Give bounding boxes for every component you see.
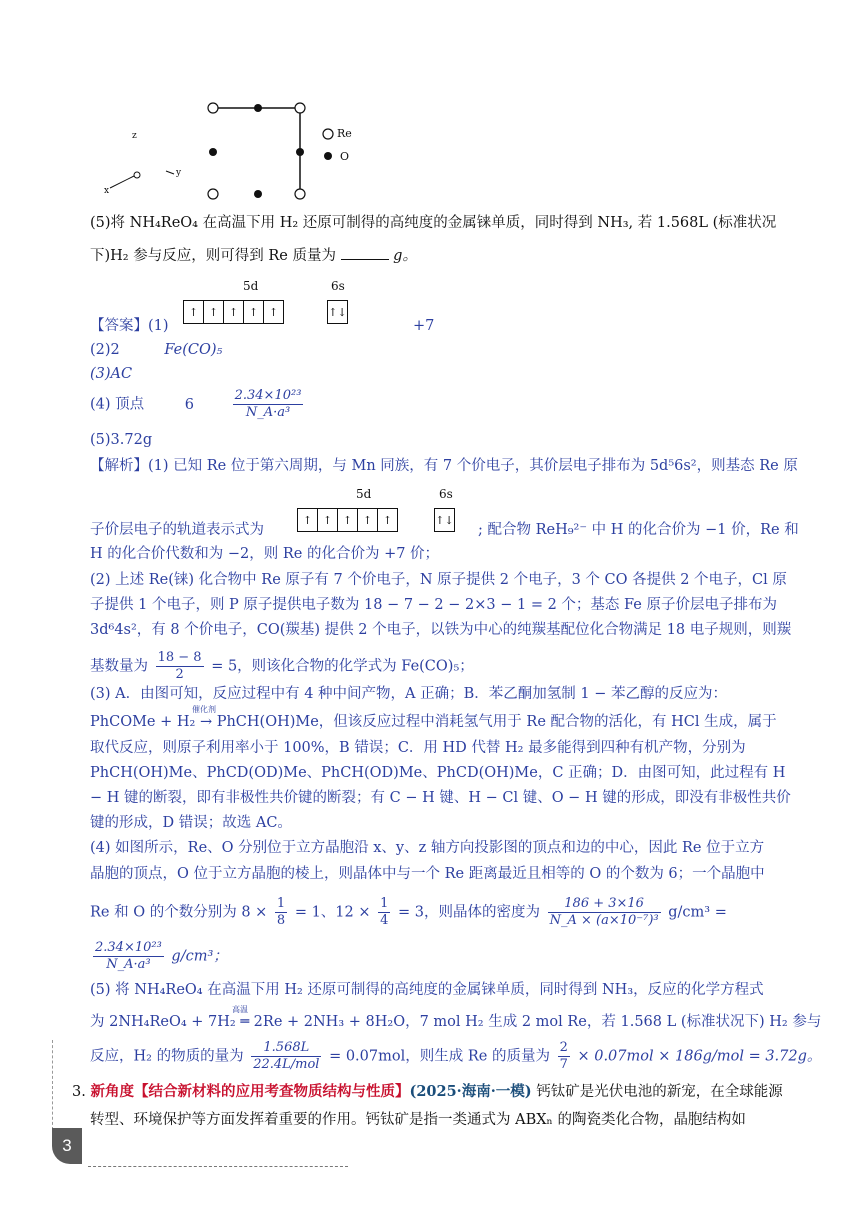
question-3-line-1: 3. 新角度【结合新材料的应用考查物质结构与性质】(2025·海南·一模) 钙钛矿是光伏电池的新宠，在全球能源 <box>72 1083 783 1100</box>
analysis-line-13: 键的形成，D 错误；故选 AC。 <box>90 815 292 831</box>
answer-tag: 【答案】 <box>90 318 148 334</box>
legend-o-label: O <box>340 150 350 163</box>
analysis-orbital-5d-label: 5d <box>356 487 372 501</box>
legend-re-label: Re <box>337 127 352 140</box>
axis-x-label: x <box>104 186 110 196</box>
analysis-line-12: − H 键的断裂，即有非极性共价键的断裂；有 C − H 键、H − Cl 键、O − H 键的形成，即没有非极性共价 <box>90 790 791 806</box>
question-5-line-2: 下)H₂ 参与反应，则可得到 Re 质量为 g。 <box>90 245 417 266</box>
analysis-orbital-6s: ↑↓ <box>434 508 455 532</box>
answer-line-3: (3)AC <box>90 366 133 382</box>
analysis-line-18: (5) 将 NH₄ReO₄ 在高温下用 H₂ 还原可制得的高纯度的金属铼单质，同时得到 NH₃，反应的化学方程式 <box>90 982 764 998</box>
orbital-diagram-6s: ↑↓ <box>327 300 348 324</box>
question-5-line-1: (5)将 NH₄ReO₄ 在高温下用 H₂ 还原可制得的高纯度的金属铼单质，同时得到 NH₃, 若 1.568L (标准状况 <box>90 215 777 231</box>
orbital-diagram-5d: ↑ ↑ ↑ ↑ ↑ <box>183 300 284 324</box>
orbital-5d-label: 5d <box>243 279 259 293</box>
answer-line-1: 【答案】(1) <box>90 318 169 334</box>
edge-fraction: $\frac{1}{4}$ <box>380 896 389 928</box>
analysis-line-20: 反应，H₂ 的物质的量为 $\frac{1.568L}{\text{22.4L/mol}}$ = 0.07mol，则生成 Re 的质量为 $\frac{2}{7}$ × 0.07mol × 186g/mol = 3.72g。 <box>90 1040 822 1072</box>
analysis-line-14: (4) 如图所示，Re、O 分别位于立方晶胞沿 x、y、z 轴方向投影图的顶点和边的中心，因此 Re 位于立方 <box>90 840 765 856</box>
density-result-fraction: $\frac{\text{2.34×10²³}}{\text{N\_A·a³}}$ <box>95 940 162 972</box>
analysis-orbital-6s-label: 6s <box>439 487 453 501</box>
axis-z-label: z <box>132 131 137 141</box>
answer-blank[interactable] <box>341 245 389 260</box>
footer-dashed-line <box>88 1166 348 1167</box>
question-3-line-2: 转型、环境保护等方面发挥着重要的作用。钙钛矿是指一类通式为 ABXₙ 的陶瓷类化合物，晶胞结构如 <box>90 1112 746 1128</box>
answer-line-2: (2)2 Fe(CO)₅ <box>90 342 223 358</box>
crystal-projection-figure <box>100 98 370 206</box>
question-source: (2025·海南·一模) <box>409 1083 532 1100</box>
moles-fraction: $\frac{1.568L}{\text{22.4L/mol}}$ <box>253 1040 320 1072</box>
analysis-line-8: (3) A．由图可知，反应过程中有 4 种中间产物，A 正确；B．苯乙酮加氢制 1 − 苯乙醇的反应为： <box>90 686 727 702</box>
analysis-line-6: 3d⁶4s²，有 8 个价电子，CO(羰基) 提供 2 个电子，以铁为中心的纯羰基配位化合物满足 18 电子规则，则羰 <box>90 622 792 638</box>
vertex-fraction: $\frac{1}{8}$ <box>276 896 286 928</box>
analysis-orbital-5d: ↑ ↑ ↑ ↑ ↑ <box>297 508 398 532</box>
analysis-line-16: Re 和 O 的个数分别为 8 × $\frac{1}{8}$ = 1、12 × $\frac{1}{4}$ = 3，则晶体的密度为 $\frac{186 + 3\times 16}{\text{N\_A × (a×10⁻⁷)³}}$ g/cm³ = <box>90 896 727 928</box>
answer-line-5: (5)3.72g <box>90 432 153 448</box>
analysis-line-1: 【解析】(1) 已知 Re 位于第六周期，与 Mn 同族，有 7 个价电子，其价层电子排布为 5d⁵6s²，则基态 Re 原 <box>90 458 798 474</box>
analysis-line-9: PhCOMe + H₂ → PhCH(OH)Me，但该反应过程中消耗氢气用于 Re 配合物的活化，有 HCl 生成，属于 <box>90 714 777 730</box>
analysis-tag: 【解析】 <box>90 458 148 474</box>
analysis-line-17: $\frac{\text{2.34×10²³}}{\text{N\_A·a³}}$ g/cm³； <box>95 940 228 972</box>
analysis-line-11: PhCH(OH)Me、PhCD(OD)Me、PhCH(OD)Me、PhCD(OH)Me，C 正确；D．由图可知，此过程有 H <box>90 765 786 781</box>
density-fraction: $\frac{186 + 3\times 16}{\text{N\_A × (a×10⁻⁷)³}}$ <box>549 896 659 928</box>
analysis-line-2a: 子价层电子的轨道表示式为 <box>90 522 264 538</box>
answer-4-fraction: $\frac{\text{2.34×10²³}}{\text{N\_A·a³}}$ <box>234 388 302 420</box>
analysis-line-7: 基数量为 $\frac{18 - 8}{2}$ = 5，则该化合物的化学式为 Fe(CO)₅； <box>90 650 474 682</box>
orbital-6s-label: 6s <box>331 279 345 293</box>
margin-dashed-line <box>52 1040 53 1130</box>
analysis-line-19: 为 2NH₄ReO₄ + 7H₂ ═ 2Re + 2NH₃ + 8H₂O，7 mol H₂ 生成 2 mol Re，若 1.568 L (标准状况下) H₂ 参与 <box>90 1014 822 1030</box>
axis-y-label: y <box>176 168 182 178</box>
question-tag: 新角度【结合新材料的应用考查物质结构与性质】 <box>90 1083 410 1100</box>
page-number: 3 <box>52 1128 82 1164</box>
analysis-line-5: 子提供 1 个电子，则 P 原子提供电子数为 18 − 7 − 2 − 2×3 − 1 = 2 个；基态 Fe 原子价层电子排布为 <box>90 597 777 613</box>
analysis-line-3: H 的化合价代数和为 −2，则 Re 的化合价为 +7 价； <box>90 546 440 562</box>
analysis-line-15: 晶胞的顶点，O 位于立方晶胞的棱上，则晶体中与一个 Re 距离最近且相等的 O 的个数为 6；一个晶胞中 <box>90 866 765 882</box>
answer-1-value: +7 <box>413 318 435 334</box>
analysis-line-4: (2) 上述 Re(铼) 化合物中 Re 原子有 7 个价电子，N 原子提供 2 个电子，3 个 CO 各提供 2 个电子，Cl 原 <box>90 572 787 588</box>
analysis-line-2b: ; 配合物 ReH₉²⁻ 中 H 的化合价为 −1 价，Re 和 <box>478 522 799 538</box>
answer-line-4: (4) 顶点 6 $\frac{\text{2.34×10²³}}{\text{N\_A·a³}}$ <box>90 388 302 420</box>
carbonyl-count-fraction: $\frac{18 - 8}{2}$ <box>157 650 202 682</box>
high-temp-label: 高温 <box>232 1005 248 1014</box>
catalyst-label: 催化剂 <box>192 705 216 714</box>
analysis-line-10: 取代反应，则原子利用率小于 100%，B 错误；C．用 HD 代替 H₂ 最多能得到四种有机产物，分别为 <box>90 740 746 756</box>
ratio-fraction: $\frac{2}{7}$ <box>559 1040 568 1072</box>
